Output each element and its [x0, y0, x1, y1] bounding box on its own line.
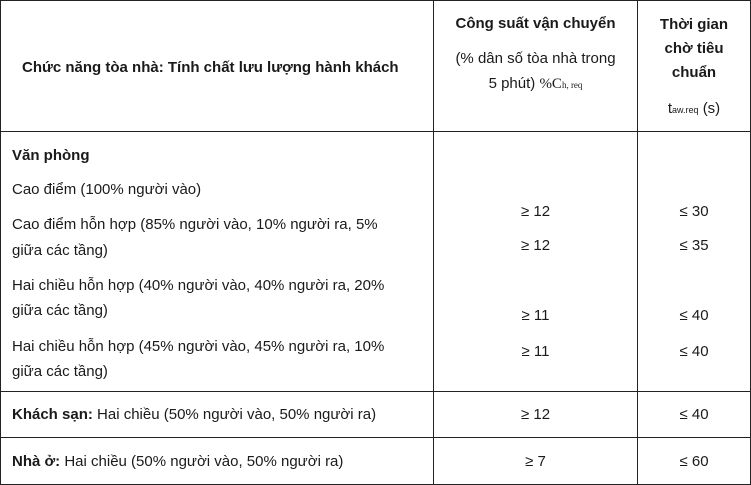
residential-row	[12, 452, 343, 471]
residential-desc: Hai chiều (50% người vào, 50% người ra)	[64, 453, 344, 470]
header-function: Chức năng tòa nhà: Tính chất lưu lượng hành khách	[22, 59, 399, 76]
office-row-mixed-peak-2: giữa các tầng)	[12, 242, 108, 259]
hotel-wait-value: ≤ 40	[679, 406, 709, 423]
office-capacity-value: ≥ 11	[521, 343, 550, 360]
office-row-two-way-2b: giữa các tầng)	[12, 363, 108, 380]
hotel-capacity-value: ≥ 12	[520, 406, 551, 423]
office-row-two-way-1b: giữa các tầng)	[12, 302, 108, 319]
office-wait-value: ≤ 35	[679, 237, 709, 254]
office-row-peak: Cao điểm (100% người vào)	[12, 181, 202, 198]
row-divider	[1, 131, 750, 132]
office-capacity-value: ≥ 12	[520, 203, 551, 220]
header-capacity-title: Công suất vận chuyển	[455, 15, 616, 32]
office-wait-value: ≤ 40	[679, 307, 709, 324]
office-row-two-way-1: Hai chiều hỗn hợp (40% người vào, 40% người ra, 20%	[12, 277, 385, 294]
office-wait-value: ≤ 40	[679, 343, 709, 360]
residential-capacity-value: ≥ 7	[525, 453, 546, 470]
header-capacity-desc-2: 5 phút) %Ch, req	[488, 75, 583, 92]
hotel-row	[12, 405, 376, 424]
header-capacity-desc: (% dân số tòa nhà trong	[455, 50, 616, 67]
residential-label: Nhà ở:	[12, 453, 61, 470]
office-row-two-way-2: Hai chiều hỗn hợp (45% người vào, 45% người ra, 10%	[12, 338, 385, 355]
office-row-mixed-peak: Cao điểm hỗn hợp (85% người vào, 10% người ra, 5%	[12, 216, 378, 233]
row-divider	[1, 437, 750, 438]
header-wait-title-2: chờ tiêu	[664, 40, 724, 57]
capacity-symbol: %Ch, req	[539, 76, 583, 92]
hotel-label: Khách sạn:	[12, 406, 93, 423]
office-capacity-value: ≥ 11	[521, 307, 550, 324]
office-capacity-value: ≥ 12	[520, 237, 551, 254]
row-divider	[1, 391, 750, 392]
office-title: Văn phòng	[12, 147, 90, 164]
residential-wait-value: ≤ 60	[679, 453, 709, 470]
header-wait-title-3: chuẩn	[671, 64, 717, 81]
hotel-desc: Hai chiều (50% người vào, 50% người ra)	[97, 406, 377, 423]
header-wait-title-1: Thời gian	[659, 16, 729, 33]
header-wait-symbol: taw.req (s)	[667, 100, 721, 117]
office-wait-value: ≤ 30	[679, 203, 709, 220]
